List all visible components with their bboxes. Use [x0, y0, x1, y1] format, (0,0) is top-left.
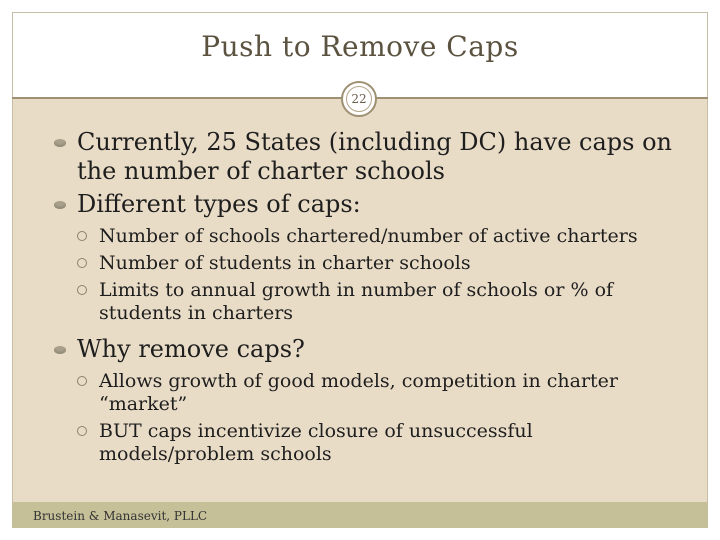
slide-title: Push to Remove Caps: [201, 30, 519, 63]
bullet-item: [54, 128, 694, 186]
footer-text: Brustein & Manasevit, PLLC: [33, 509, 208, 523]
circle-bullet-icon: [77, 426, 87, 436]
bullet-item: [54, 335, 694, 364]
sub-bullet-item: [77, 279, 694, 325]
bullet-marker-icon: [54, 139, 66, 147]
circle-bullet-icon: [77, 376, 87, 386]
sub-bullet-text: Number of students in charter schools: [99, 252, 471, 274]
slide-number: 22: [351, 92, 367, 106]
circle-bullet-icon: [77, 231, 87, 241]
sub-bullet-text: Number of schools chartered/number of active charters: [99, 225, 638, 247]
sub-bullet-item: [77, 225, 694, 248]
bullet-item: [54, 190, 694, 219]
circle-bullet-icon: [77, 285, 87, 295]
bullet-list: [54, 128, 694, 476]
bullet-text: Why remove caps?: [77, 335, 305, 363]
sub-bullet-item: [77, 420, 694, 466]
slide-number-badge: [341, 81, 377, 117]
sub-bullet-text: BUT caps incentivize closure of unsuccessful models/problem schools: [99, 420, 533, 465]
bullet-text: Different types of caps:: [77, 190, 361, 218]
sub-bullet-text: Limits to annual growth in number of schools or % of students in charters: [99, 279, 614, 324]
sub-bullet-item: [77, 370, 694, 416]
sub-bullet-text: Allows growth of good models, competition in charter “market”: [99, 370, 618, 415]
bullet-marker-icon: [54, 346, 66, 354]
sub-bullet-list: [54, 225, 694, 325]
circle-bullet-icon: [77, 258, 87, 268]
bullet-marker-icon: [54, 201, 66, 209]
bullet-text: Currently, 25 States (including DC) have caps on the number of charter schools: [77, 128, 673, 185]
sub-bullet-item: [77, 252, 694, 275]
sub-bullet-list: [54, 370, 694, 466]
